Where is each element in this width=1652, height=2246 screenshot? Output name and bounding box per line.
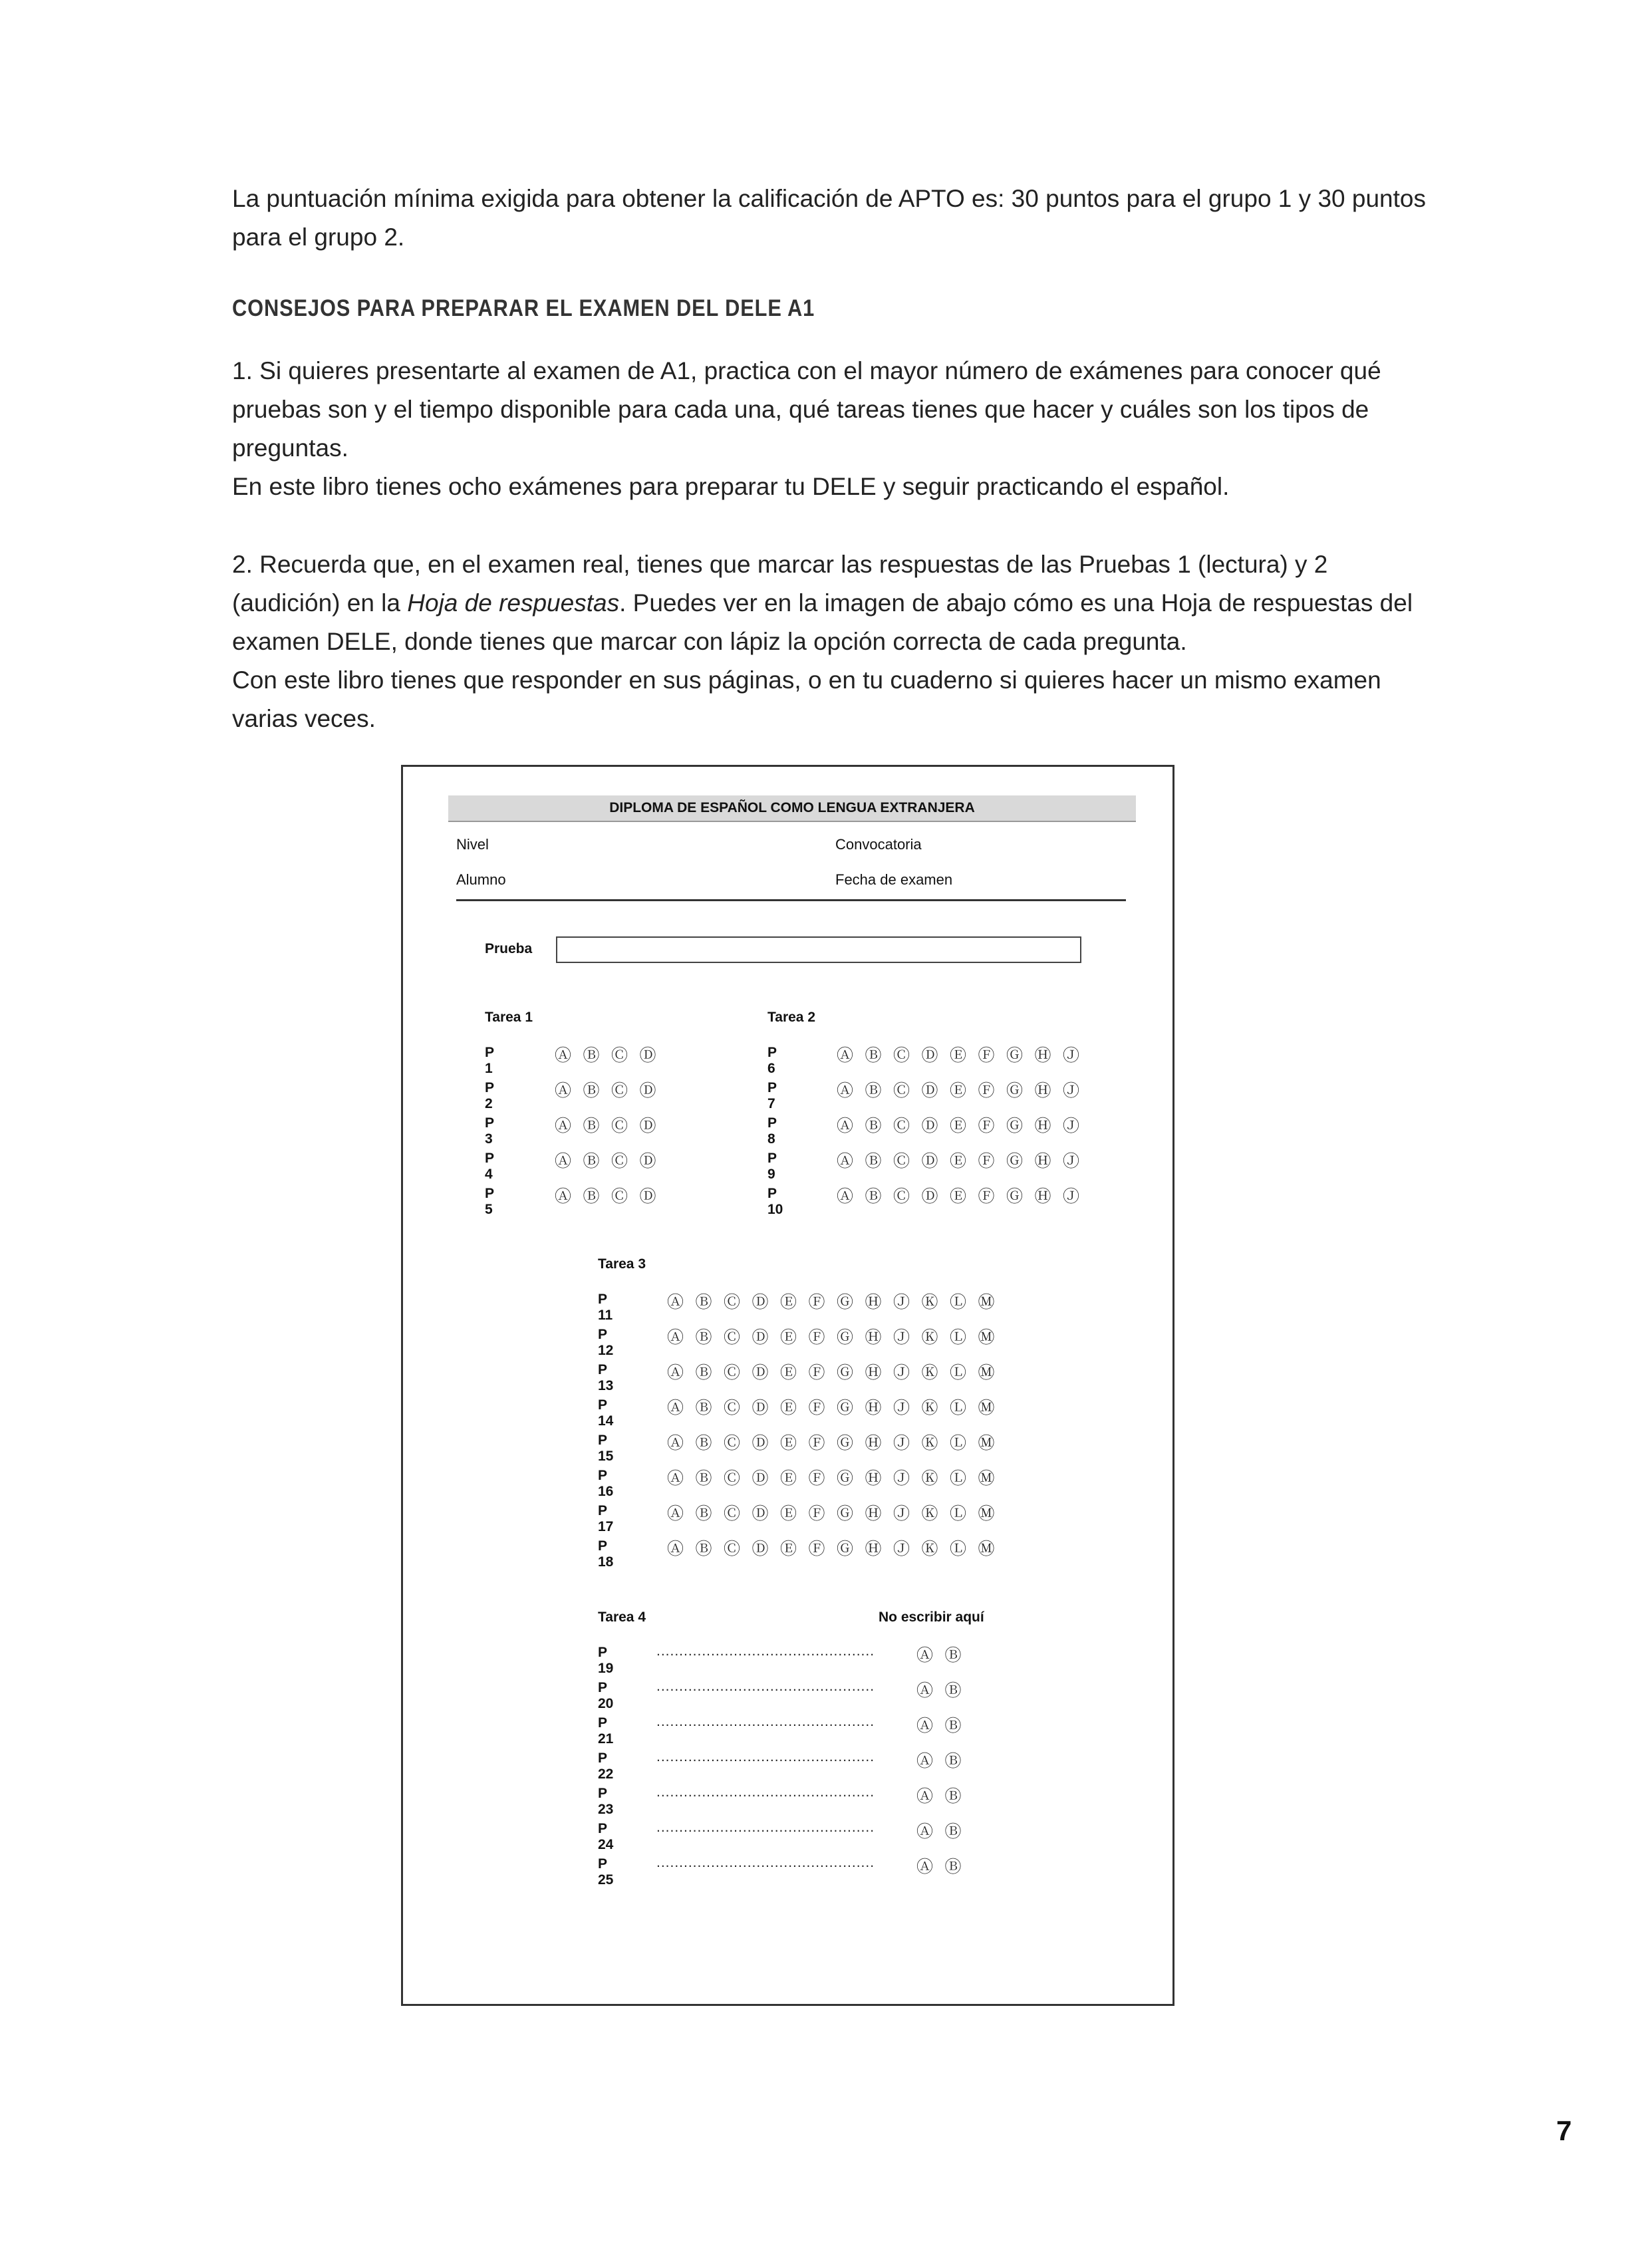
answer-dotted-line: ................................................ [656,1679,875,1694]
tip-1-text: 1. Si quieres presentarte al examen de A1, practica con el mayor número de exámenes para conocer qué pruebas son y el tiempo disponible para cada una, qué tareas tienes que hacer y cuáles son los tipos de preguntas. [232,357,1381,462]
answer-bubble: Ⓗ [1034,1152,1051,1171]
answer-bubbles [667,1359,1006,1383]
answer-bubble: Ⓓ [639,1046,656,1065]
page-number: 7 [1556,2115,1572,2146]
answer-bubble: Ⓐ [837,1152,854,1171]
answer-bubbles [916,1677,973,1701]
answer-bubble: Ⓐ [555,1081,572,1100]
answer-bubble: Ⓕ [978,1046,995,1065]
answer-bubble: Ⓜ [978,1504,995,1523]
header-divider [456,899,1126,901]
answer-bubble: Ⓗ [1034,1117,1051,1135]
answer-bubble: Ⓔ [950,1046,967,1065]
answer-bubble: Ⓚ [921,1434,938,1453]
question-label: P 23 [598,1786,614,1817]
answer-bubble: Ⓐ [555,1187,572,1206]
tip-2-italic-term: Hoja de respuestas [407,589,620,617]
answer-bubble: Ⓒ [724,1293,741,1312]
answer-bubble: Ⓕ [808,1469,825,1488]
question-label: P 5 [485,1186,494,1217]
answer-bubble: Ⓓ [639,1187,656,1206]
answer-bubble: Ⓐ [667,1434,684,1453]
answer-dotted-line: ................................................ [656,1714,875,1729]
answer-bubbles [837,1113,1091,1137]
answer-bubble: Ⓕ [978,1187,995,1206]
question-label: P 9 [767,1151,777,1182]
tip-2-text [232,545,1429,661]
question-label: P 22 [598,1751,614,1782]
answer-bubbles [916,1748,973,1772]
answer-bubble: Ⓓ [921,1117,938,1135]
answer-bubble: Ⓖ [837,1434,854,1453]
question-label: P 1 [485,1045,494,1076]
answer-bubble: Ⓙ [893,1540,910,1558]
answer-bubble: Ⓙ [1063,1046,1080,1065]
answer-bubble: Ⓓ [752,1540,769,1558]
prueba-field [556,936,1081,963]
answer-bubble: Ⓐ [555,1046,572,1065]
answer-bubble: Ⓒ [611,1046,628,1065]
answer-bubble: Ⓖ [1006,1152,1024,1171]
answer-bubble: Ⓛ [950,1293,967,1312]
answer-bubble: Ⓑ [944,1646,962,1665]
question-label: P 16 [598,1468,614,1499]
answer-bubble: Ⓛ [950,1469,967,1488]
answer-bubble: Ⓒ [724,1434,741,1453]
answer-bubbles [667,1536,1006,1560]
answer-bubble: Ⓒ [724,1363,741,1382]
answer-bubble: Ⓓ [752,1399,769,1417]
answer-bubble: Ⓗ [1034,1187,1051,1206]
answer-bubble: Ⓓ [921,1152,938,1171]
answer-bubble: Ⓔ [780,1363,797,1382]
answer-bubble: Ⓑ [865,1152,882,1171]
answer-dotted-line: ................................................ [656,1820,875,1835]
answer-bubble: Ⓜ [978,1399,995,1417]
answer-bubble: Ⓛ [950,1399,967,1417]
answer-bubble: Ⓓ [921,1046,938,1065]
answer-bubbles [667,1289,1006,1313]
answer-bubble: Ⓐ [667,1293,684,1312]
answer-bubble: Ⓐ [916,1858,934,1876]
answer-bubbles [667,1465,1006,1489]
answer-bubble: Ⓗ [1034,1046,1051,1065]
answer-bubble: Ⓐ [916,1717,934,1735]
answer-bubble: Ⓕ [808,1434,825,1453]
answer-bubble: Ⓜ [978,1540,995,1558]
answer-bubble: Ⓐ [916,1752,934,1770]
answer-bubble: Ⓔ [950,1117,967,1135]
answer-bubbles [555,1042,668,1066]
answer-bubble: Ⓑ [583,1187,600,1206]
answer-bubble: Ⓕ [808,1399,825,1417]
answer-bubble: Ⓓ [752,1504,769,1523]
sheet-banner: DIPLOMA DE ESPAÑOL COMO LENGUA EXTRANJERA [448,795,1136,822]
answer-bubble: Ⓙ [893,1469,910,1488]
answer-bubble: Ⓔ [780,1399,797,1417]
answer-dotted-line: ................................................ [656,1643,875,1659]
answer-bubble: Ⓖ [837,1540,854,1558]
intro-text: La puntuación mínima exigida para obtener la calificación de APTO es: 30 puntos para el grupo 1 y 30 puntos para el grupo 2. [232,185,1426,251]
answer-bubble: Ⓓ [921,1081,938,1100]
nivel-label: Nivel [456,836,489,853]
tip-2 [232,545,1429,738]
answer-bubble: Ⓛ [950,1363,967,1382]
answer-bubble: Ⓗ [865,1293,882,1312]
question-label: P 10 [767,1186,783,1217]
answer-bubble: Ⓗ [865,1540,882,1558]
answer-bubble: Ⓔ [780,1469,797,1488]
answer-bubble: Ⓑ [695,1434,712,1453]
answer-bubbles [916,1854,973,1878]
answer-bubble: Ⓔ [950,1187,967,1206]
answer-bubble: Ⓐ [916,1681,934,1700]
answer-bubble: Ⓒ [611,1152,628,1171]
answer-bubble: Ⓓ [639,1081,656,1100]
answer-bubble: Ⓒ [724,1399,741,1417]
fecha-label: Fecha de examen [835,871,953,888]
answer-bubble: Ⓐ [916,1787,934,1806]
answer-bubble: Ⓛ [950,1328,967,1347]
answer-bubbles [667,1500,1006,1524]
answer-bubble: Ⓖ [837,1293,854,1312]
answer-bubble: Ⓔ [780,1540,797,1558]
answer-bubble: Ⓜ [978,1363,995,1382]
answer-bubble: Ⓑ [944,1752,962,1770]
answer-bubble: Ⓖ [837,1469,854,1488]
answer-bubble: Ⓙ [893,1363,910,1382]
tarea-3-title: Tarea 3 [598,1256,646,1272]
answer-bubble: Ⓔ [780,1434,797,1453]
answer-bubble: Ⓙ [893,1504,910,1523]
answer-bubble: Ⓙ [1063,1081,1080,1100]
answer-bubble: Ⓓ [752,1328,769,1347]
answer-bubbles [555,1148,668,1172]
answer-bubbles [837,1077,1091,1101]
answer-bubble: Ⓔ [780,1328,797,1347]
answer-bubbles [837,1042,1091,1066]
answer-bubble: Ⓚ [921,1293,938,1312]
answer-bubble: Ⓕ [808,1504,825,1523]
answer-bubble: Ⓑ [944,1717,962,1735]
answer-bubble: Ⓔ [950,1081,967,1100]
answer-bubble: Ⓚ [921,1504,938,1523]
answer-dotted-line: ................................................ [656,1855,875,1870]
answer-bubble: Ⓖ [837,1399,854,1417]
answer-bubble: Ⓐ [667,1363,684,1382]
answer-bubble: Ⓑ [865,1187,882,1206]
answer-bubble: Ⓕ [978,1152,995,1171]
answer-bubble: Ⓑ [695,1399,712,1417]
answer-bubble: Ⓚ [921,1469,938,1488]
answer-bubble: Ⓓ [752,1293,769,1312]
convocatoria-label: Convocatoria [835,836,922,853]
answer-bubbles [667,1430,1006,1454]
tip-2-note: Con este libro tienes que responder en sus páginas, o en tu cuaderno si quieres hacer un mismo examen varias veces. [232,666,1381,732]
answer-bubbles [555,1183,668,1207]
question-label: P 24 [598,1821,614,1852]
alumno-label: Alumno [456,871,506,888]
answer-bubble: Ⓜ [978,1434,995,1453]
tip-1 [232,352,1429,506]
question-label: P 25 [598,1856,614,1888]
answer-bubble: Ⓙ [893,1399,910,1417]
answer-bubbles [667,1395,1006,1419]
question-label: P 11 [598,1292,613,1323]
answer-bubble: Ⓓ [639,1117,656,1135]
question-label: P 3 [485,1115,494,1147]
answer-bubble: Ⓙ [893,1293,910,1312]
answer-bubble: Ⓑ [695,1540,712,1558]
question-label: P 19 [598,1645,614,1676]
answer-bubble: Ⓖ [1006,1117,1024,1135]
question-label: P 7 [767,1080,777,1111]
answer-bubble: Ⓗ [865,1504,882,1523]
tip-2-text-start: 2. Recuerda que, en el examen real, tienes que marcar las respuestas de las Pruebas 1 (lectura) y 2 (audición) en la [232,551,1328,617]
answer-bubble: Ⓒ [893,1046,910,1065]
answer-bubble: Ⓛ [950,1434,967,1453]
answer-bubble: Ⓓ [752,1363,769,1382]
answer-bubbles [555,1113,668,1137]
answer-bubble: Ⓗ [865,1469,882,1488]
answer-bubble: Ⓒ [724,1504,741,1523]
answer-bubble: Ⓗ [1034,1081,1051,1100]
question-label: P 17 [598,1503,614,1534]
answer-bubble: Ⓑ [865,1081,882,1100]
answer-bubble: Ⓑ [865,1117,882,1135]
answer-bubble: Ⓑ [944,1787,962,1806]
question-label: P 8 [767,1115,777,1147]
answer-bubble: Ⓐ [837,1046,854,1065]
answer-bubble: Ⓒ [724,1540,741,1558]
answer-bubble: Ⓐ [667,1504,684,1523]
answer-bubbles [916,1783,973,1807]
intro-paragraph [232,180,1429,257]
tip-2-text-end: . Puedes ver en la imagen de abajo cómo es una Hoja de respuestas del examen DELE, donde tienes que marcar con lápiz la opción correcta de cada pregunta. [232,589,1413,655]
answer-bubble: Ⓐ [916,1646,934,1665]
answer-bubbles [916,1713,973,1737]
answer-bubble: Ⓑ [695,1293,712,1312]
answer-bubble: Ⓖ [837,1328,854,1347]
answer-bubble: Ⓚ [921,1399,938,1417]
answer-bubble: Ⓒ [893,1152,910,1171]
answer-bubble: Ⓜ [978,1293,995,1312]
answer-bubble: Ⓙ [1063,1187,1080,1206]
answer-bubble: Ⓚ [921,1363,938,1382]
answer-bubble: Ⓐ [837,1081,854,1100]
answer-bubble: Ⓖ [1006,1187,1024,1206]
answer-bubble: Ⓑ [944,1822,962,1841]
tarea-4-title: Tarea 4 [598,1610,646,1625]
answer-bubble: Ⓙ [1063,1152,1080,1171]
answer-bubble: Ⓒ [893,1081,910,1100]
answer-bubble: Ⓛ [950,1540,967,1558]
answer-bubble: Ⓖ [837,1363,854,1382]
question-label: P 4 [485,1151,494,1182]
question-label: P 20 [598,1680,614,1711]
answer-bubble: Ⓒ [893,1117,910,1135]
answer-bubble: Ⓑ [695,1504,712,1523]
answer-bubble: Ⓚ [921,1540,938,1558]
answer-bubble: Ⓐ [667,1399,684,1417]
question-label: P 13 [598,1362,614,1393]
answer-bubble: Ⓒ [611,1117,628,1135]
answer-bubble: Ⓗ [865,1434,882,1453]
answer-bubble: Ⓑ [695,1469,712,1488]
prueba-label: Prueba [485,941,533,956]
question-label: P 21 [598,1715,614,1747]
answer-bubble: Ⓓ [752,1469,769,1488]
tip-1-note: En este libro tienes ocho exámenes para preparar tu DELE y seguir practicando el español. [232,473,1230,500]
answer-bubble: Ⓕ [978,1117,995,1135]
answer-bubble: Ⓐ [667,1540,684,1558]
answer-bubble: Ⓑ [695,1363,712,1382]
answer-bubble: Ⓑ [583,1081,600,1100]
answer-bubbles [667,1324,1006,1348]
answer-bubble: Ⓚ [921,1328,938,1347]
answer-bubbles [837,1183,1091,1207]
question-label: P 14 [598,1397,614,1429]
answer-bubble: Ⓑ [695,1328,712,1347]
answer-bubble: Ⓑ [944,1681,962,1700]
answer-bubble: Ⓕ [808,1363,825,1382]
answer-bubble: Ⓑ [865,1046,882,1065]
answer-bubbles [916,1818,973,1842]
answer-bubble: Ⓐ [916,1822,934,1841]
answer-bubble: Ⓗ [865,1399,882,1417]
answer-bubble: Ⓐ [667,1328,684,1347]
answer-bubble: Ⓗ [865,1363,882,1382]
answer-bubble: Ⓐ [667,1469,684,1488]
answer-bubble: Ⓑ [583,1046,600,1065]
tarea-1-title: Tarea 1 [485,1010,533,1025]
answer-bubble: Ⓕ [808,1540,825,1558]
answer-bubble: Ⓖ [1006,1081,1024,1100]
answer-bubbles [555,1077,668,1101]
answer-bubble: Ⓓ [921,1187,938,1206]
answer-bubble: Ⓔ [950,1152,967,1171]
answer-dotted-line: ................................................ [656,1784,875,1800]
answer-bubble: Ⓔ [780,1504,797,1523]
answer-bubble: Ⓒ [611,1081,628,1100]
section-heading: CONSEJOS PARA PREPARAR EL EXAMEN DEL DELE A1 [232,295,815,321]
answer-bubble: Ⓑ [583,1117,600,1135]
answer-bubbles [916,1642,973,1666]
answer-bubble: Ⓒ [893,1187,910,1206]
answer-bubble: Ⓖ [1006,1046,1024,1065]
answer-bubble: Ⓗ [865,1328,882,1347]
answer-bubble: Ⓙ [1063,1117,1080,1135]
answer-bubble: Ⓒ [724,1328,741,1347]
answer-bubble: Ⓓ [639,1152,656,1171]
answer-bubble: Ⓓ [752,1434,769,1453]
answer-sheet-figure [401,765,1174,2006]
answer-bubble: Ⓙ [893,1328,910,1347]
question-label: P 18 [598,1538,614,1570]
answer-bubble: Ⓐ [555,1117,572,1135]
answer-bubble: Ⓑ [583,1152,600,1171]
question-label: P 12 [598,1327,614,1358]
question-label: P 2 [485,1080,494,1111]
answer-bubble: Ⓖ [837,1504,854,1523]
tarea-2-title: Tarea 2 [767,1010,815,1025]
answer-bubble: Ⓛ [950,1504,967,1523]
answer-bubbles [837,1148,1091,1172]
answer-bubble: Ⓜ [978,1469,995,1488]
answer-bubble: Ⓐ [837,1187,854,1206]
answer-bubble: Ⓐ [837,1117,854,1135]
answer-bubble: Ⓜ [978,1328,995,1347]
answer-bubble: Ⓔ [780,1293,797,1312]
answer-bubble: Ⓕ [808,1328,825,1347]
answer-bubble: Ⓒ [724,1469,741,1488]
answer-bubble: Ⓑ [944,1858,962,1876]
question-label: P 6 [767,1045,777,1076]
question-label: P 15 [598,1433,614,1464]
answer-bubble: Ⓕ [808,1293,825,1312]
answer-bubble: Ⓒ [611,1187,628,1206]
answer-bubble: Ⓕ [978,1081,995,1100]
no-escribir-label: No escribir aquí [879,1610,984,1625]
answer-dotted-line: ................................................ [656,1749,875,1764]
answer-bubble: Ⓐ [555,1152,572,1171]
answer-bubble: Ⓙ [893,1434,910,1453]
